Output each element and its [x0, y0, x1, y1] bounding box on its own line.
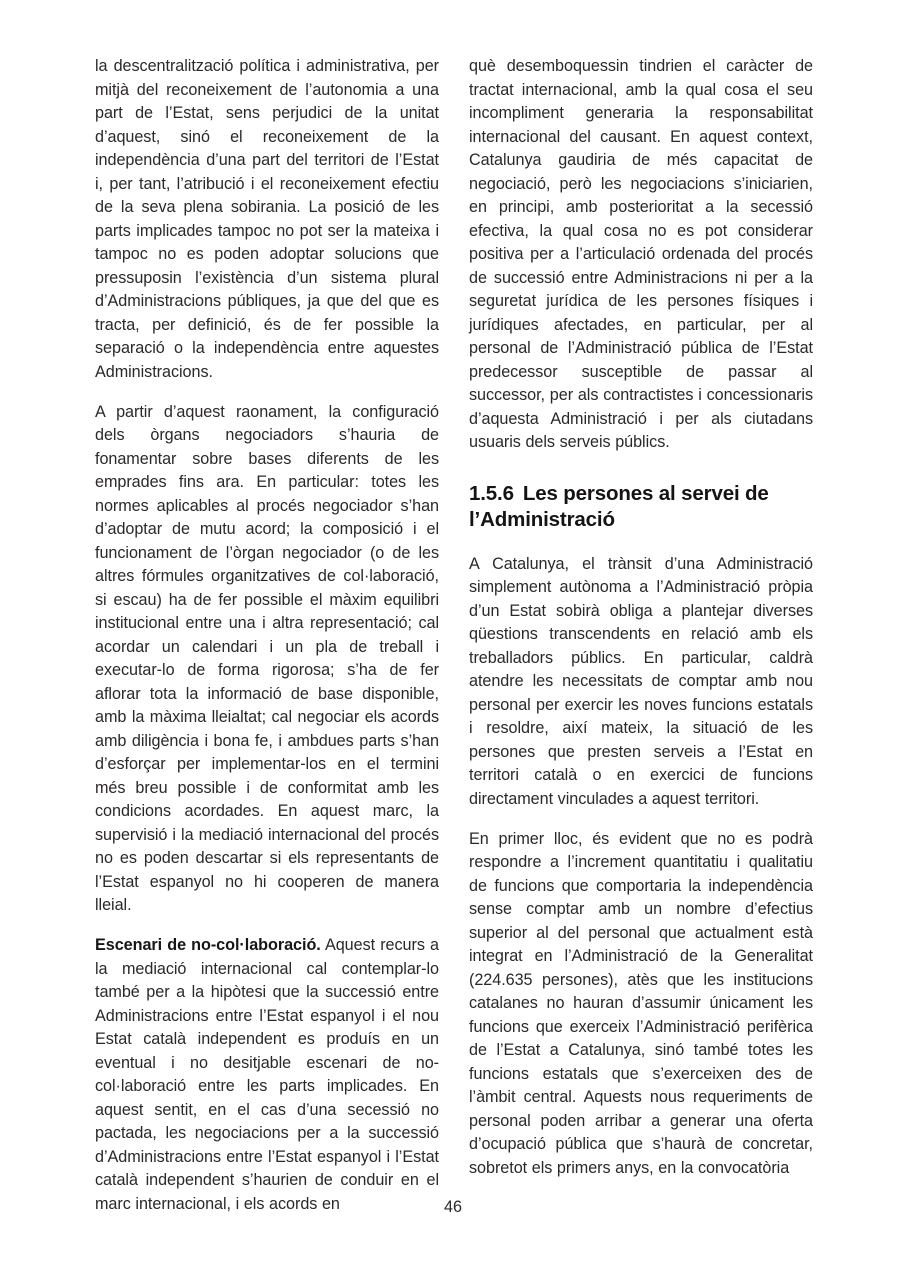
- paragraph: la descentralització política i administrativa, per mitjà del reconeixement de l’autonomia a una part de l’Estat, sens perjudici de la unitat d’aquest, sinó el reconeixement de la independència d’una part del territori de l’Estat i, per tant, l’atribució i el reconeixement efectiu de la seva plena sobirania. La posició de les parts implicades tampoc no pot ser la mateixa i tampoc no es poden adoptar solucions que pressuposin l’existència d’un sistema plural d’Administracions públiques, ja que del que es tracta, per definició, és de fer possible la separació o la independència entre aquestes Administracions.: [95, 57, 439, 381]
- left-column: [95, 55, 439, 1216]
- right-column: [469, 55, 813, 1180]
- page-number: 46: [443, 1198, 462, 1216]
- two-column-text-body: [95, 55, 813, 1213]
- lead-in-bold-label: Escenari de no-col·laboració.: [95, 936, 321, 954]
- paragraph: A partir d’aquest raonament, la configuració dels òrgans negociadors s’hauria de fonamentar sobre bases diferents de les emprades fins ara. En particular: totes les normes aplicables al procés negociador s’han d’adoptar de mutu acord; la composició i el funcionament de l’òrgan negociador (o de les altres fórmules organitzatives de col·laboració, si escau) ha de fer possible el màxim equilibri institucional entre una i altra representació; cal acordar un calendari i un pla de treball i executar-lo de forma rigorosa; s’ha de fer aflorar tota la informació de base disponible, amb la màxima lleialtat; cal negociar els acords amb diligència i bona fe, i ambdues parts s’han d’esforçar per implementar-los en el termini més breu possible i de conformitat amb les condicions acordades. En aquest marc, la supervisió i la mediació internacional del procés no es poden descartar si els representants de l’Estat espanyol no hi cooperen de manera lleial.: [95, 402, 439, 914]
- paragraph-with-lead-in: [95, 934, 439, 1216]
- paragraph: En primer lloc, és evident que no es podrà respondre a l’increment quantitatiu i qualitatiu de funcions que comportaria la independència sense comptar amb un nombre d’efectius superior al del personal que actualment està integrat en l’Administració de la Generalitat (224.635 persones), atès que les institucions catalanes no hauran d’assumir únicament les funcions que exerceix l’Administració perifèrica de l’Estat a Catalunya, sinó també totes les funcions estatals que s’exerceixen des de l’àmbit central. Aquests nous requeriments de personal poden arribar a generar una oferta d’ocupació pública que s’haurà de concretar, sobretot els primers anys, en la convocatòria: [469, 829, 813, 1177]
- paragraph-text: Aquest recurs a la mediació internacional cal contemplar-lo també per a la hipòtesi que la successió entre Administracions entre l’Estat espanyol i el nou Estat català independent es produís en un eventual i no desitjable escenari de no-col·laboració entre les parts implicades. En aquest sentit, en el cas d’una secessió no pactada, les negociacions per a la successió d’Administracions entre l’Estat espanyol i l’Estat català independent s’haurien de conduir en el marc internacional, i els acords en: [95, 936, 439, 1213]
- section-number: 1.5.6: [469, 481, 514, 505]
- paragraph: A Catalunya, el trànsit d’una Administració simplement autònoma a l’Administració pròpia d’un Estat sobirà obliga a plantejar diverses qüestions transcendents en relació amb els treballadors públics. En particular, caldrà atendre les necessitats de comptar amb nou personal per exercir les noves funcions estatals i resoldre, així mateix, la situació de les persones que presten serveis a l’Estat en territori català o en exercici de funcions directament vinculades a aquest territori.: [469, 554, 813, 808]
- paragraph: què desemboquessin tindrien el caràcter de tractat internacional, amb la qual cosa el seu incompliment generaria la responsabilitat internacional del causant. En aquest context, Catalunya gaudiria de més capacitat de negociació, però les negociacions s’iniciarien, en principi, amb posterioritat a la secessió efectiva, la qual cosa no es pot considerar positiva per a l’articulació ordenada del procés de successió entre Administracions ni per a la seguretat jurídica de les persones físiques i jurídiques afectades, en particular, per al personal de l’Administració pública de l’Estat predecessor susceptible de passar al successor, per als contractistes i concessionaris d’aquesta Administració i per als ciutadans usuaris dels serveis públics.: [469, 57, 813, 451]
- section-title: Les persones al servei de l’Administració: [469, 481, 769, 531]
- section-heading: [469, 481, 813, 533]
